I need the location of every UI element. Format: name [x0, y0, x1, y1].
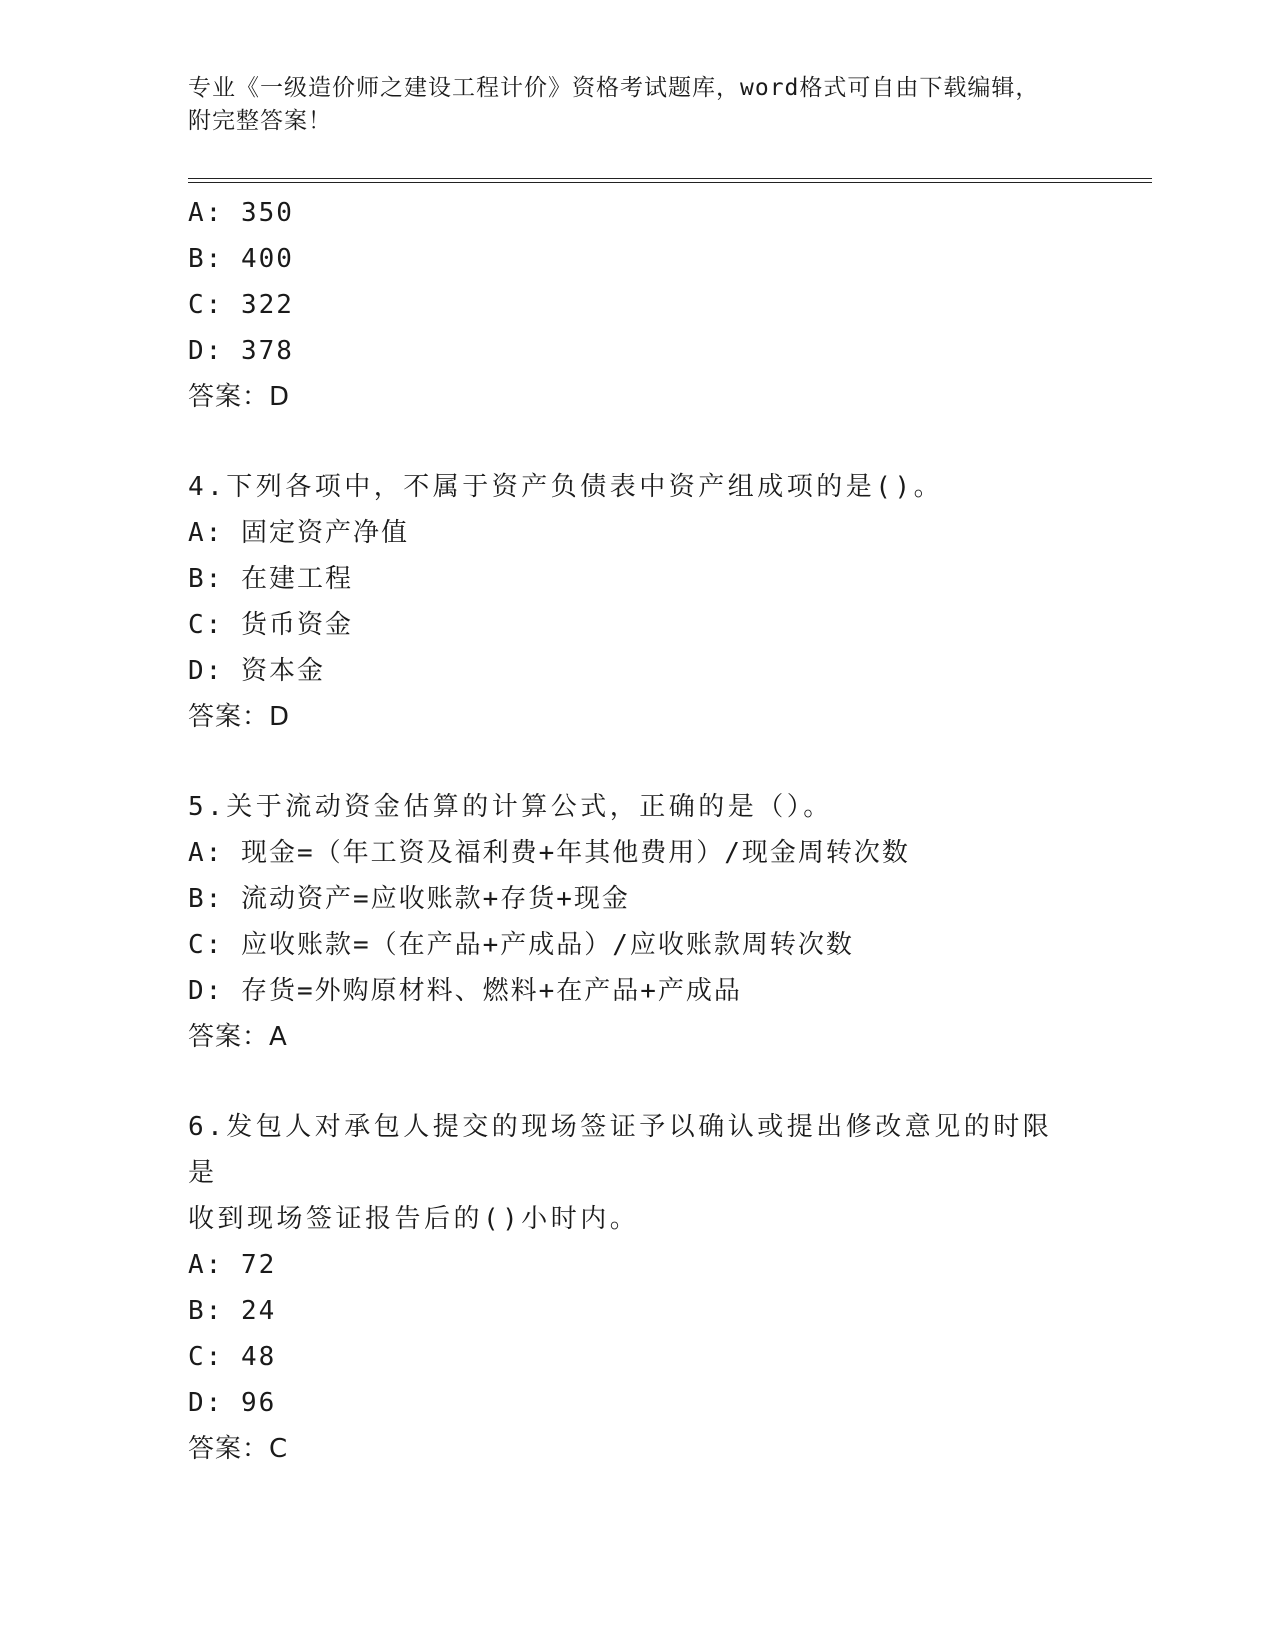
question-stem: 5.关于流动资金估算的计算公式，正确的是（）。 [188, 792, 833, 822]
question-5 [188, 784, 1148, 1060]
option-a: A: 现金=（年工资及福利费+年其他费用）/现金周转次数 [188, 838, 910, 868]
option-c: C: 322 [188, 290, 294, 320]
question-stem: 4.下列各项中，不属于资产负债表中资产组成项的是()。 [188, 472, 944, 502]
header-divider-bottom [188, 182, 1152, 183]
spacer [188, 740, 1148, 784]
option-c: C: 货币资金 [188, 610, 353, 640]
option-c: C: 应收账款=（在产品+产成品）/应收账款周转次数 [188, 930, 854, 960]
answer-line: 答案：A [188, 1022, 288, 1052]
option-a: A: 固定资产净值 [188, 518, 409, 548]
option-d: D: 资本金 [188, 656, 325, 686]
option-b: B: 在建工程 [188, 564, 353, 594]
spacer [188, 420, 1148, 464]
document-header [188, 72, 1088, 138]
question-stem-line-2: 收到现场签证报告后的()小时内。 [188, 1204, 640, 1234]
option-a: A: 72 [188, 1250, 277, 1280]
answer-line: 答案：D [188, 702, 291, 732]
answer-line: 答案：C [188, 1434, 289, 1464]
option-b: B: 400 [188, 244, 294, 274]
question-6 [188, 1104, 1148, 1472]
question-4 [188, 464, 1148, 740]
option-a: A: 350 [188, 198, 294, 228]
question-stem-line-1: 6.发包人对承包人提交的现场签证予以确认或提出修改意见的时限是 [188, 1112, 1053, 1188]
header-intro-line-1: 专业《一级造价师之建设工程计价》资格考试题库，word格式可自由下载编辑， [188, 75, 1040, 101]
option-d: D: 存货=外购原材料、燃料+在产品+产成品 [188, 976, 742, 1006]
spacer [188, 1060, 1148, 1104]
question-3 [188, 190, 1148, 420]
header-divider-top [188, 178, 1152, 179]
option-d: D: 378 [188, 336, 294, 366]
option-d: D: 96 [188, 1388, 277, 1418]
answer-line: 答案：D [188, 382, 291, 412]
option-b: B: 24 [188, 1296, 277, 1326]
header-intro-line-2: 附完整答案！ [188, 108, 332, 134]
option-b: B: 流动资产=应收账款+存货+现金 [188, 884, 630, 914]
option-c: C: 48 [188, 1342, 277, 1372]
question-list [188, 190, 1148, 1472]
